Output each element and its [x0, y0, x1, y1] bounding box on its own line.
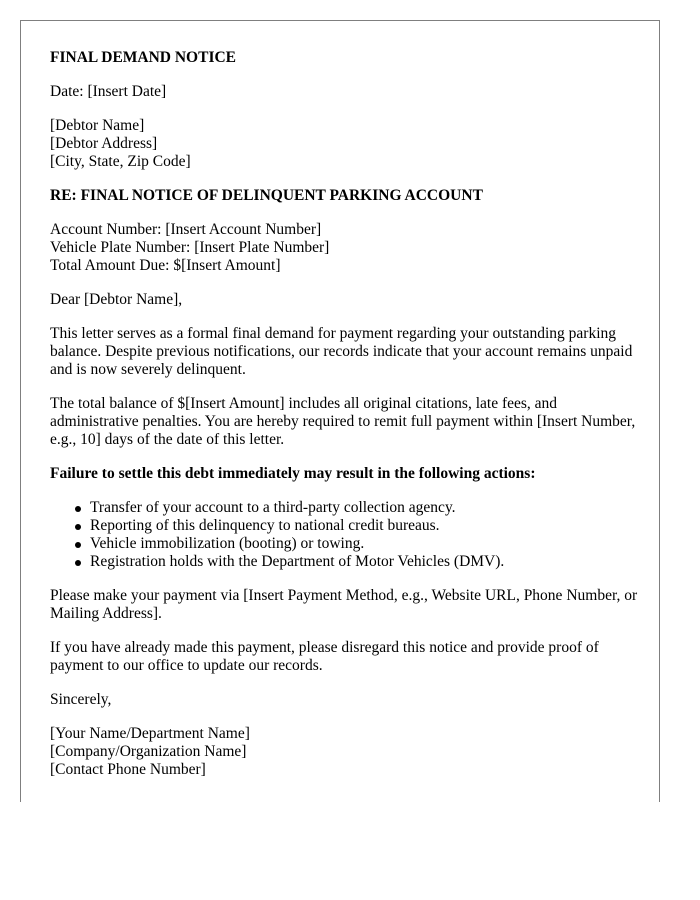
notice-title: FINAL DEMAND NOTICE: [50, 49, 237, 66]
salutation: Dear [Debtor Name],: [50, 291, 183, 308]
recipient-city-state-zip: [City, State, Zip Code]: [50, 153, 191, 170]
letter-page: [20, 20, 660, 802]
payment-instructions: Please make your payment via [Insert Payment Method, e.g., Website URL, Phone Number, or Mailing Address].: [50, 587, 638, 622]
list-item: [90, 553, 640, 571]
total-amount-due: Total Amount Due: $[Insert Amount]: [50, 257, 281, 274]
demand-paragraph: This letter serves as a formal final demand for payment regarding your outstanding parking balance. Despite previous notifications, our records indicate that your account remains unpaid and is now severely delinquent.: [50, 325, 633, 378]
account-number: Account Number: [Insert Account Number]: [50, 221, 322, 238]
disregard-paragraph: If you have already made this payment, please disregard this notice and provide proof of payment to our office to update our records.: [50, 639, 599, 674]
letter-body: [50, 49, 640, 795]
recipient-name: [Debtor Name]: [50, 117, 145, 134]
signature-name: [Your Name/Department Name]: [50, 725, 250, 742]
bullet-icon: [75, 506, 81, 512]
list-item-text: Vehicle immobilization (booting) or towing.: [90, 535, 365, 552]
warning-heading: Failure to settle this debt immediately may result in the following actions:: [50, 465, 536, 482]
list-item-text: Reporting of this delinquency to national credit bureaus.: [90, 517, 440, 534]
list-item-text: Transfer of your account to a third-party collection agency.: [90, 499, 456, 516]
account-details: [50, 221, 640, 275]
recipient-address: [Debtor Address]: [50, 135, 158, 152]
bullet-icon: [75, 542, 81, 548]
closing: Sincerely,: [50, 691, 112, 708]
subject-line: RE: FINAL NOTICE OF DELINQUENT PARKING ACCOUNT: [50, 187, 483, 204]
signature-block: [50, 725, 640, 779]
list-item: [90, 499, 640, 517]
list-item: [90, 517, 640, 535]
recipient-block: [50, 117, 640, 171]
bullet-icon: [75, 560, 81, 566]
balance-paragraph: The total balance of $[Insert Amount] includes all original citations, late fees, and administrative penalties. You are hereby required to remit full payment within [Insert Number, e.g., 10] days of the date of this letter.: [50, 395, 636, 448]
list-item-text: Registration holds with the Department of Motor Vehicles (DMV).: [90, 553, 505, 570]
vehicle-plate-number: Vehicle Plate Number: [Insert Plate Number]: [50, 239, 330, 256]
consequences-list: [50, 499, 640, 571]
date-line: Date: [Insert Date]: [50, 83, 167, 100]
signature-phone: [Contact Phone Number]: [50, 761, 206, 778]
list-item: [90, 535, 640, 553]
bullet-icon: [75, 524, 81, 530]
signature-organization: [Company/Organization Name]: [50, 743, 247, 760]
